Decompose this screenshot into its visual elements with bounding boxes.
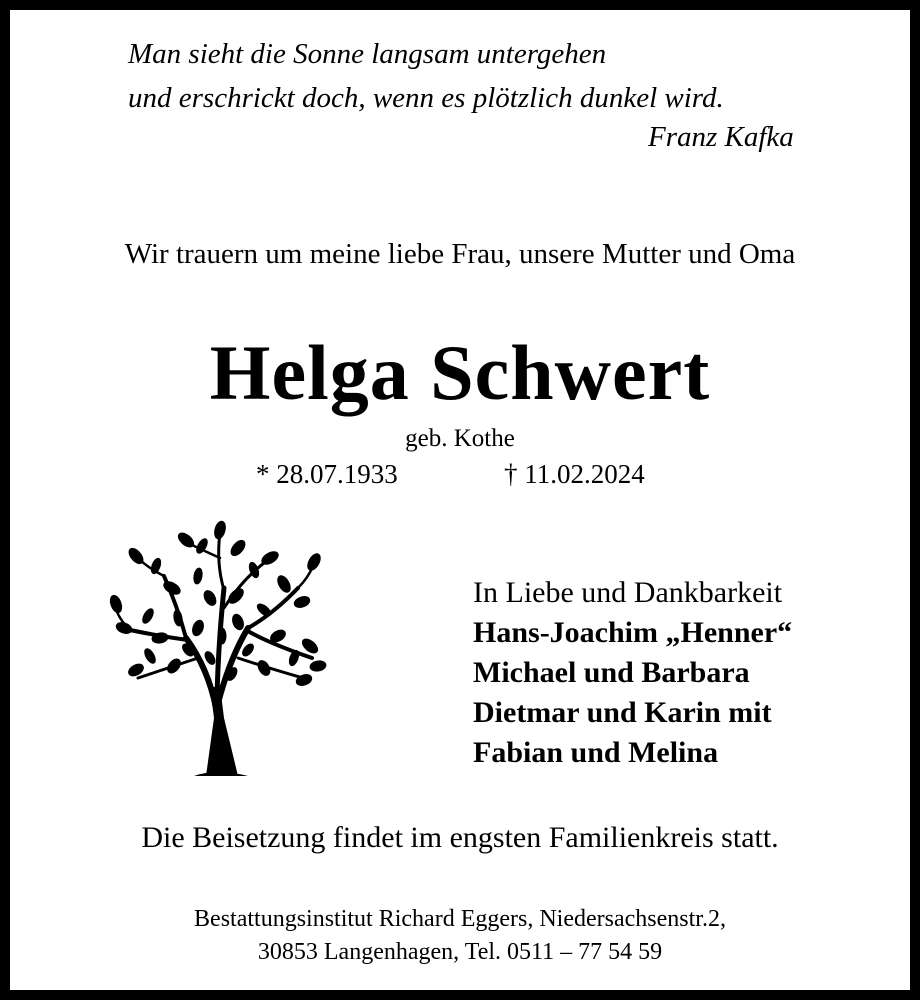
mourners-heading: In Liebe und Dankbarkeit bbox=[473, 576, 783, 609]
quote-line-2: und erschrickt doch, wenn es plötzlich dunkel wird. bbox=[128, 82, 724, 114]
quote-line-1: Man sieht die Sonne langsam untergehen bbox=[128, 38, 607, 70]
burial-note: Die Beisetzung findet im engsten Familienkreis statt. bbox=[141, 821, 779, 854]
mourner-name: Dietmar und Karin mit bbox=[473, 696, 772, 729]
mourning-intro: Wir trauern um meine liebe Frau, unsere Mutter und Oma bbox=[124, 238, 796, 270]
maiden-name: geb. Kothe bbox=[405, 425, 515, 452]
mourners-block bbox=[473, 573, 792, 773]
tree-icon bbox=[98, 518, 328, 780]
deceased-name: Helga Schwert bbox=[209, 329, 711, 416]
quote-author: Franz Kafka bbox=[648, 121, 794, 153]
death-date: † 11.02.2024 bbox=[504, 459, 645, 489]
funeral-home-line-1: Bestattungsinstitut Richard Eggers, Niedersachsenstr.2, bbox=[194, 906, 726, 932]
mourner-name: Hans-Joachim „Henner“ bbox=[473, 616, 793, 649]
birth-date: * 28.07.1933 bbox=[256, 459, 398, 489]
mourner-name: Michael und Barbara bbox=[473, 656, 750, 689]
funeral-home-line-2: 30853 Langenhagen, Tel. 0511 – 77 54 59 bbox=[257, 939, 663, 965]
mourner-name: Fabian und Melina bbox=[473, 736, 719, 769]
